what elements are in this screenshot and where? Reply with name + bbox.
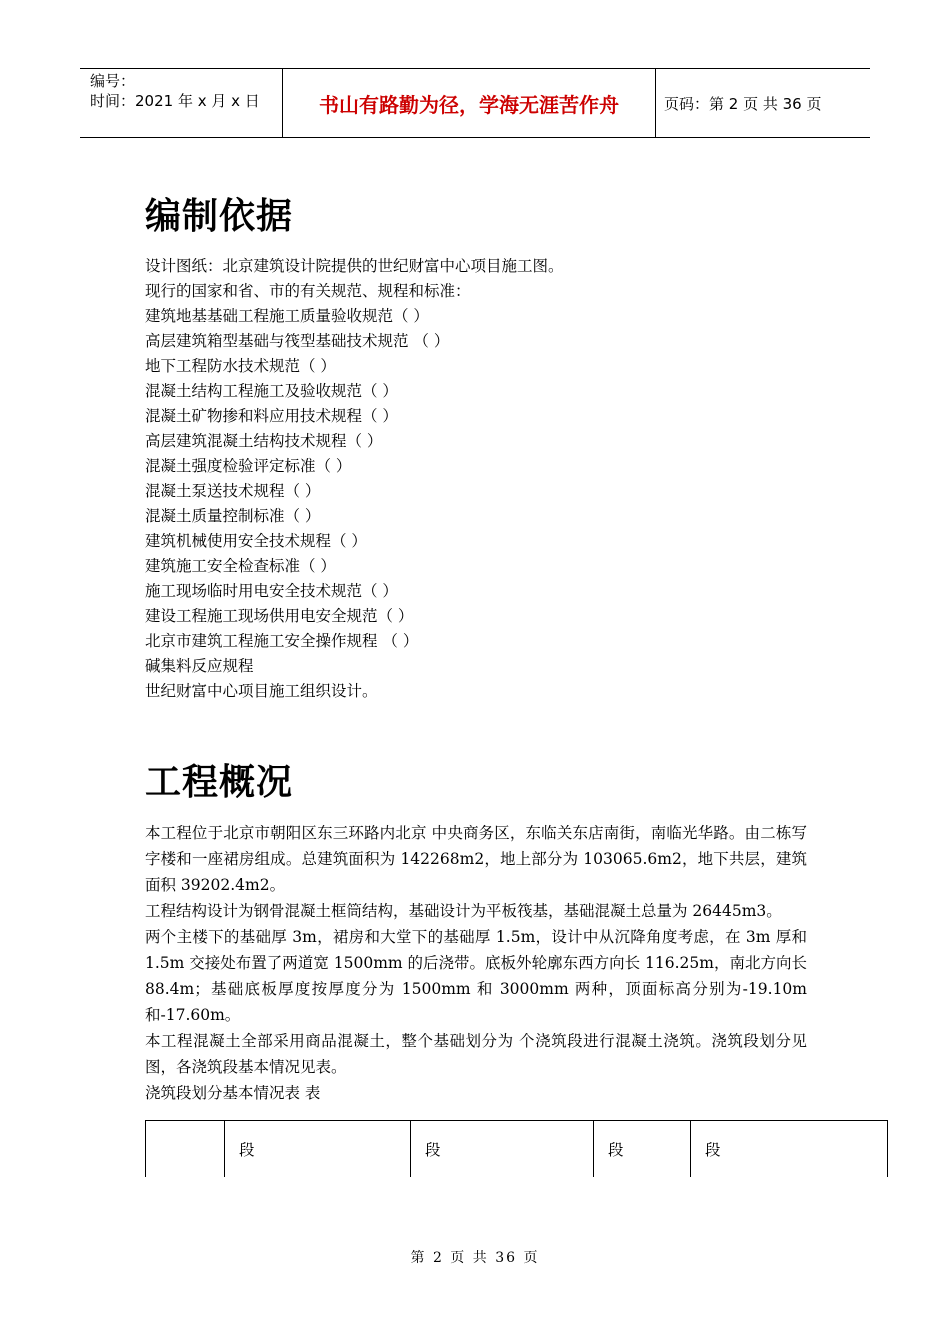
header-page-info: 页码：第 2 页 共 36 页 <box>664 94 822 113</box>
table-caption: 浇筑段划分基本情况表 表 <box>145 1084 321 1102</box>
document-time-label: 时间：2021 年 x 月 x 日 <box>90 92 260 110</box>
header-motto: 书山有路勤为径，学海无涯苦作舟 <box>282 69 656 137</box>
list-item: 施工现场临时用电安全技术规范（ ） <box>145 582 398 600</box>
list-item: 碱集料反应规程 <box>145 657 254 675</box>
section-title-overview: 工程概况 <box>145 762 294 803</box>
list-item: 现行的国家和省、市的有关规范、规程和标准： <box>145 282 471 300</box>
list-item: 建筑施工安全检查标准（ ） <box>145 557 336 575</box>
header-meta <box>80 69 282 139</box>
page-header <box>80 68 870 138</box>
document-number-label: 编号： <box>90 72 136 90</box>
table-cell: 段 <box>594 1121 691 1178</box>
list-item: 世纪财富中心项目施工组织设计。 <box>145 682 378 700</box>
list-item: 混凝土强度检验评定标准（ ） <box>145 457 352 475</box>
table-cell: 段 <box>691 1121 888 1178</box>
list-item: 地下工程防水技术规范（ ） <box>145 357 336 375</box>
list-item: 建筑机械使用安全技术规程（ ） <box>145 532 367 550</box>
list-item: 混凝土结构工程施工及验收规范（ ） <box>145 382 398 400</box>
list-item: 混凝土质量控制标准（ ） <box>145 507 321 525</box>
list-item: 高层建筑箱型基础与筏型基础技术规范 （ ） <box>145 332 450 350</box>
overview-body <box>145 820 807 1106</box>
list-item: 设计图纸：北京建筑设计院提供的世纪财富中心项目施工图。 <box>145 257 564 275</box>
overview-paragraph: 两个主楼下的基础厚 3m，裙房和大堂下的基础厚 1.5m，设计中从沉降角度考虑，在 3m 厚和 1.5m 交接处布置了两道宽 1500mm 的后浇带。底板外轮廓东西方向长 116.25m，南北方向长 88.4m；基础底板厚度按厚度分为 1500mm 和 3000mm 两种，顶面标高分别为-19.10m 和-17.60m。 <box>145 928 807 1024</box>
table-cell <box>146 1121 225 1178</box>
list-item: 混凝土泵送技术规程（ ） <box>145 482 321 500</box>
overview-paragraph: 本工程位于北京市朝阳区东三环路内北京 中央商务区，东临关东店南街，南临光华路。由二栋写字楼和一座裙房组成。总建筑面积为 142268m2，地上部分为 103065.6m2，地下共层，建筑面积 39202.4m2。 <box>145 824 807 894</box>
list-item: 高层建筑混凝土结构技术规程（ ） <box>145 432 383 450</box>
overview-paragraph: 本工程混凝土全部采用商品混凝土，整个基础划分为 个浇筑段进行混凝土浇筑。浇筑段划分见图，各浇筑段基本情况见表。 <box>145 1032 807 1076</box>
basis-list <box>145 254 845 704</box>
list-item: 北京市建筑工程施工安全操作规程 （ ） <box>145 632 419 650</box>
stage-table <box>145 1120 888 1177</box>
list-item: 建筑地基基础工程施工质量验收规范（ ） <box>145 307 429 325</box>
list-item: 建设工程施工现场供用电安全规范（ ） <box>145 607 414 625</box>
table-cell: 段 <box>411 1121 594 1178</box>
overview-paragraph: 工程结构设计为钢骨混凝土框筒结构，基础设计为平板筏基，基础混凝土总量为 26445m3。 <box>145 902 782 920</box>
page-footer: 第 2 页 共 36 页 <box>410 1250 540 1266</box>
list-item: 混凝土矿物掺和料应用技术规程（ ） <box>145 407 398 425</box>
table-row <box>146 1121 888 1178</box>
section-title-basis: 编制依据 <box>145 196 294 237</box>
table-cell: 段 <box>225 1121 411 1178</box>
